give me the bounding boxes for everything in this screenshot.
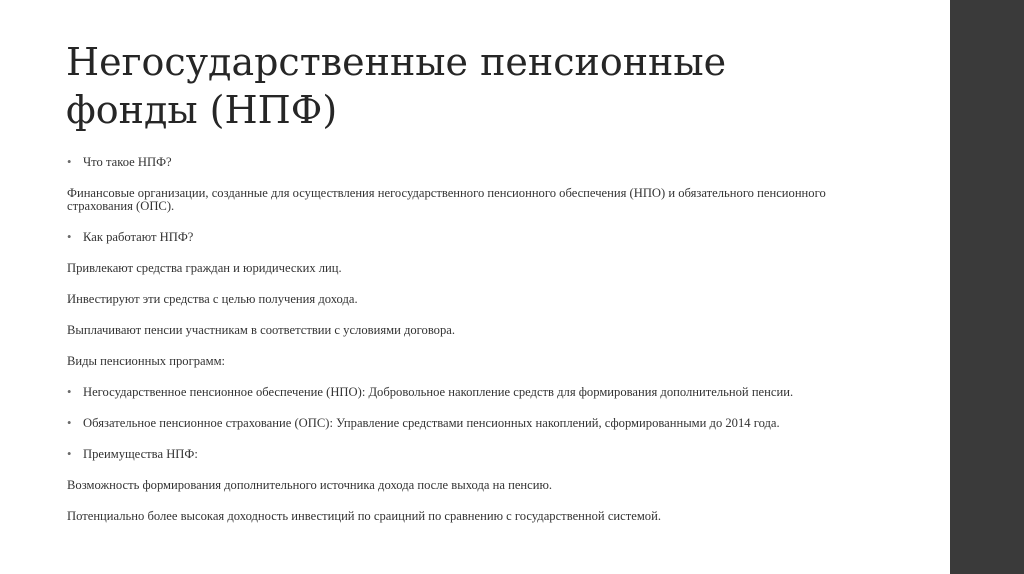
- slide-body: [67, 156, 877, 523]
- bullet-item-npo: [67, 386, 877, 399]
- bullet-dot-icon: •: [67, 155, 72, 169]
- paragraph-attract-funds: Привлекают средства граждан и юридических лиц.: [67, 261, 342, 275]
- bullet-item-how-npf-works: [67, 231, 877, 244]
- bullet-text: Преимущества НПФ:: [83, 447, 198, 461]
- bullet-text: Как работают НПФ?: [83, 230, 194, 244]
- slide-title-line-1: Негосударственные пенсионные: [66, 40, 727, 84]
- paragraph-higher-returns: Потенциально более высокая доходность инвестиций по сраицний по сравнению с государственной системой.: [67, 509, 661, 523]
- slide-title-line-2: фонды (НПФ): [66, 88, 338, 132]
- bullet-item-ops: [67, 417, 877, 430]
- bullet-item-advantages: [67, 448, 877, 461]
- bullet-text: Обязательное пенсионное страхование (ОПС): Управление средствами пенсионных накоплений, сформированными до 2014 года.: [83, 416, 780, 430]
- side-bar: [950, 0, 1024, 574]
- bullet-dot-icon: •: [67, 447, 72, 461]
- bullet-text: Негосударственное пенсионное обеспечение (НПО): Добровольное накопление средств для формирования дополнительной пенсии.: [83, 385, 794, 399]
- paragraph-extra-income: Возможность формирования дополнительного источника дохода после выхода на пенсию.: [67, 478, 553, 492]
- paragraph-invest-funds: Инвестируют эти средства с целью получения дохода.: [67, 292, 358, 306]
- bullet-text: Что такое НПФ?: [83, 155, 172, 169]
- bullet-dot-icon: •: [67, 385, 72, 399]
- bullet-item-what-is-npf: [67, 156, 877, 169]
- paragraph-pay-pensions: Выплачивают пенсии участникам в соответствии с условиями договора.: [67, 323, 456, 337]
- paragraph-program-types: Виды пенсионных программ:: [67, 354, 226, 368]
- bullet-dot-icon: •: [67, 230, 72, 244]
- bullet-dot-icon: •: [67, 416, 72, 430]
- slide-title: [66, 38, 886, 134]
- paragraph-definition: Финансовые организации, созданные для осуществления негосударственного пенсионного обеспечения (НПО) и обязательного пенсионного страхования (ОПС).: [67, 186, 826, 213]
